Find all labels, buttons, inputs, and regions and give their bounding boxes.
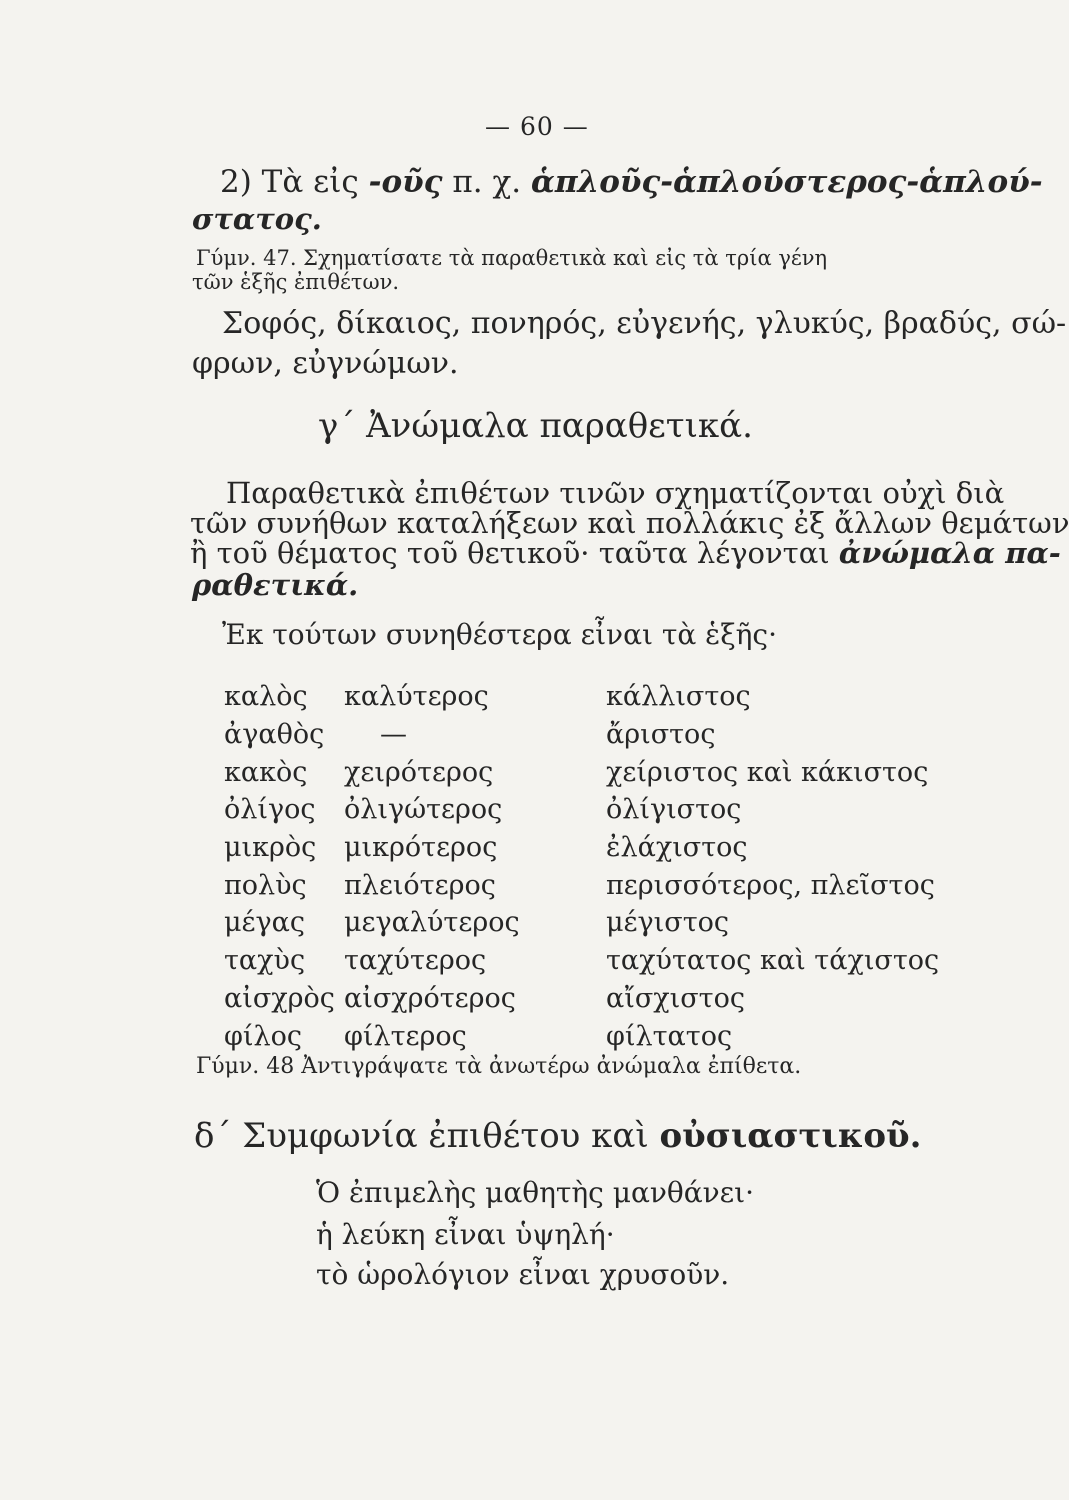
intro-line: Ἐκ τούτων συνηθέστερα εἶναι τὰ ἑξῆς·	[222, 618, 777, 651]
table-row	[224, 1017, 939, 1055]
paragraph-line-2: τῶν συνήθων καταλήξεων καὶ πολλάκις ἐξ ἄλλων θεμάτων	[190, 506, 1069, 540]
superlative-form: κάλλιστος	[606, 681, 751, 713]
exercise-47-line-1: Γύμν. 47. Σχηματίσατε τὰ παραθετικὰ καὶ εἰς τὰ τρία γένη	[196, 246, 828, 270]
positive-form: μέγας	[224, 907, 306, 939]
paragraph-line-3-text: ἢ τοῦ θέματος τοῦ θετικοῦ· ταῦτα λέγονται	[190, 536, 830, 570]
superlative-form: ταχύτατος καὶ τάχιστος	[606, 945, 940, 977]
table-row	[224, 904, 939, 942]
section-2-abbrev: π. χ.	[452, 164, 522, 200]
exercise-47-line-2: τῶν ἑξῆς ἐπιθέτων.	[192, 270, 400, 294]
superlative-form: ἄριστος	[606, 719, 716, 751]
section-2-line-1	[220, 164, 1043, 200]
positive-form: ὀλίγος	[224, 794, 316, 826]
table-row	[224, 791, 939, 829]
table-row	[224, 678, 939, 716]
comparative-form: μικρότερος	[344, 832, 498, 864]
positive-form: φίλος	[224, 1020, 302, 1052]
heading-agreement-bold: οὐσιαστικοῦ.	[659, 1116, 922, 1156]
positive-form: ἀγαθὸς	[224, 719, 325, 751]
superlative-form: φίλτατος	[606, 1020, 733, 1052]
superlative-form: ἐλάχιστος	[606, 832, 748, 864]
page-number: — 60 —	[485, 112, 589, 141]
superlative-form: ὀλίγιστος	[606, 794, 742, 826]
superlative-form: μέγιστος	[606, 907, 730, 939]
comparative-form: ταχύτερος	[344, 945, 487, 977]
comparative-form: πλειότερος	[344, 869, 496, 901]
comparative-form: μεγαλύτερος	[344, 907, 520, 939]
heading-irregular-comparatives: γ΄ Ἀνώμαλα παραθετικά.	[318, 406, 753, 446]
comparative-form: χειρότερος	[344, 756, 494, 788]
table-row	[224, 980, 939, 1018]
example-line-1: Ὁ ἐπιμελὴς μαθητὴς μανθάνει·	[316, 1176, 755, 1209]
section-2-prefix: 2) Τὰ εἰς	[220, 164, 359, 200]
table-row	[224, 716, 939, 754]
heading-agreement	[194, 1116, 921, 1156]
superlative-form: περισσότερος, πλεῖστος	[606, 869, 935, 901]
paragraph-line-3	[190, 536, 1061, 570]
table-row	[224, 753, 939, 791]
positive-form: πολὺς	[224, 869, 307, 901]
superlative-form: χείριστος καὶ κάκιστος	[606, 756, 929, 788]
paragraph-term: ἀνώμαλα πα-	[838, 536, 1061, 570]
section-2-ending: -οῦς	[368, 164, 443, 200]
table-row	[224, 829, 939, 867]
comparative-form: φίλτερος	[344, 1020, 467, 1052]
table-row	[224, 866, 939, 904]
positive-form: αἰσχρὸς	[224, 982, 335, 1014]
positive-form: μικρὸς	[224, 832, 317, 864]
table-row	[224, 942, 939, 980]
comparative-form: καλύτερος	[344, 681, 489, 713]
section-2-line-2: στατος.	[192, 202, 322, 236]
comparative-form: —	[380, 719, 407, 751]
adjective-list-line-2: φρων, εὐγνώμων.	[192, 346, 459, 381]
example-line-2: ἡ λεύκη εἶναι ὑψηλή·	[316, 1218, 615, 1251]
heading-agreement-text: δ΄ Συμφωνία ἐπιθέτου καὶ	[194, 1116, 649, 1156]
section-2-example: ἁπλοῦς-ἁπλούστερος-ἁπλού-	[530, 164, 1043, 200]
superlative-form: αἴσχιστος	[606, 982, 745, 1014]
positive-form: ταχὺς	[224, 945, 306, 977]
comparative-form: ὀλιγώτερος	[344, 794, 503, 826]
comparative-form: αἰσχρότερος	[344, 982, 516, 1014]
exercise-48: Γύμν. 48 Ἀντιγράψατε τὰ ἀνωτέρω ἀνώμαλα ἐπίθετα.	[196, 1054, 802, 1079]
paragraph-line-4: ραθετικά.	[192, 568, 359, 602]
adjective-list-line-1: Σοφός, δίκαιος, πονηρός, εὐγενής, γλυκύς, βραδύς, σώ-	[222, 306, 1067, 341]
positive-form: κακὸς	[224, 756, 308, 788]
positive-form: καλὸς	[224, 681, 308, 713]
example-line-3: τὸ ὡρολόγιον εἶναι χρυσοῦν.	[316, 1258, 730, 1291]
irregular-comparatives-table	[224, 678, 939, 1055]
paragraph-line-1: Παραθετικὰ ἐπιθέτων τινῶν σχηματίζονται οὐχὶ διὰ	[226, 476, 1005, 510]
